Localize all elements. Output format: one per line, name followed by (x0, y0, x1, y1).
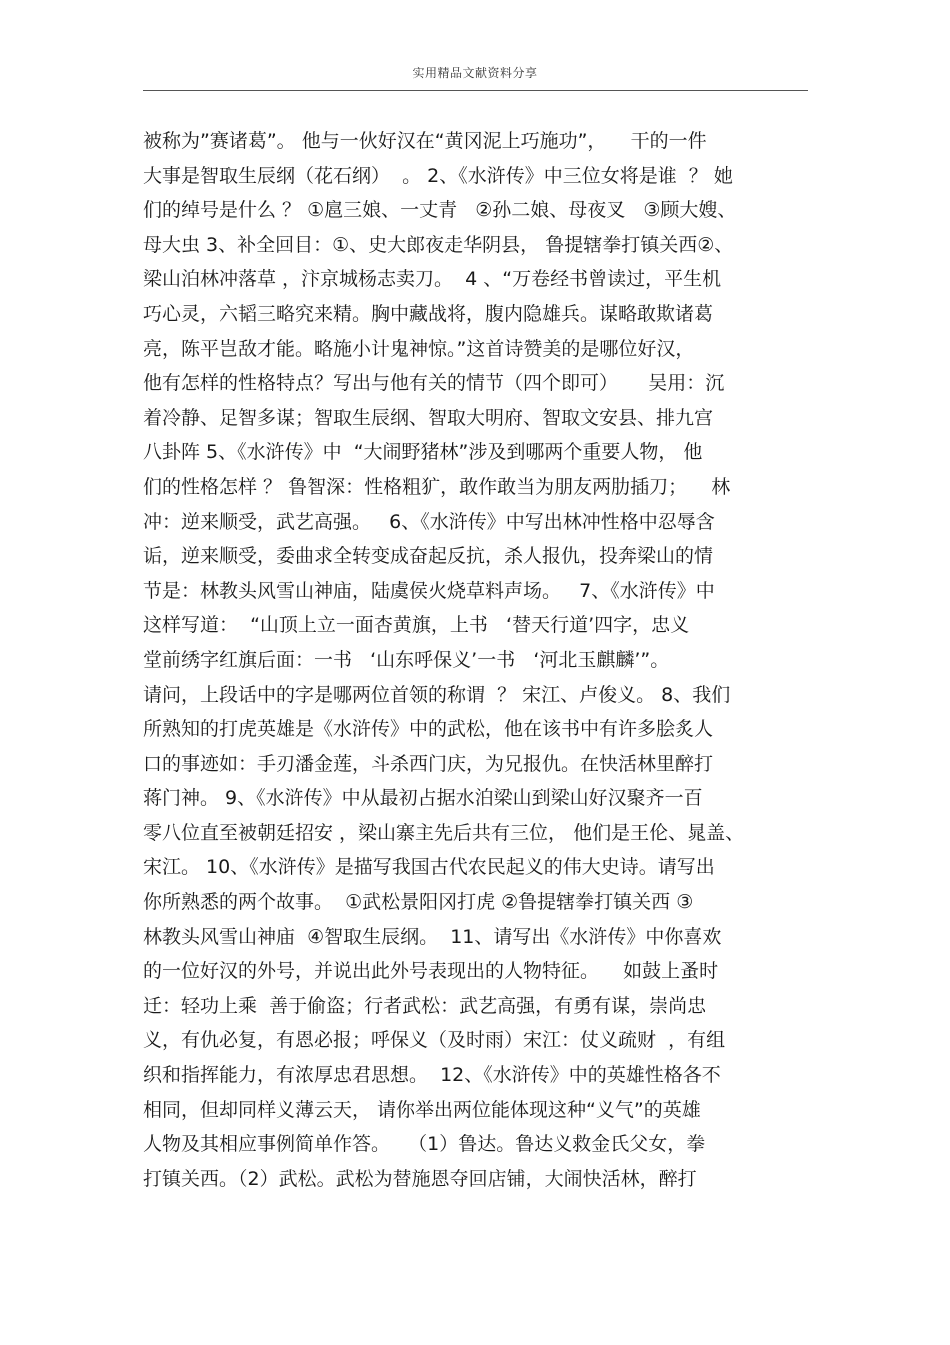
header-divider (143, 90, 808, 91)
text-line: 零八位直至被朝廷招安 ，梁山寨主先后共有三位， 他们是王伦、晁盖、 (143, 821, 745, 844)
text-line: 人物及其相应事例简单作答。 （1）鲁达。鲁达义救金氏父女，拳 (143, 1133, 706, 1156)
text-line: 口的事迹如：手刃潘金莲，斗杀西门庆，为兄报仇。在快活林里醉打 (143, 752, 714, 775)
text-line: 林教头风雪山神庙 ④智取生辰纲。 11、请写出《水浒传》中你喜欢 (143, 925, 722, 948)
text-line: 堂前绣字红旗后面：一书 ‘山东呼保义’一书 ‘河北玉麒麟’”。 (143, 648, 670, 671)
page-header: 实用精品文献资料分享 (412, 66, 538, 80)
text-line: 宋江。 10、《水浒传》是描写我国古代农民起义的伟大史诗。请写出 (143, 856, 715, 879)
text-line: 你所熟悉的两个故事。 ①武松景阳冈打虎 ②鲁提辖拳打镇关西 ③ (143, 891, 694, 914)
text-line: 着冷静、足智多谋；智取生辰纲、智取大明府、智取文安县、排九宫 (143, 406, 714, 429)
text-line: 冲：逆来顺受，武艺高强。 6、《水浒传》中写出林冲性格中忍辱含 (143, 510, 715, 533)
document-body (143, 124, 813, 1196)
text-line: 这样写道： “山顶上立一面杏黄旗，上书 ‘替天行道’四字，忠义 (143, 614, 690, 637)
text-line: 诟，逆来顺受，委曲求全转变成奋起反抗，杀人报仇，投奔梁山的情 (143, 545, 714, 568)
text-line: 相同，但却同样义薄云天， 请你举出两位能体现这种“义气”的英雄 (143, 1098, 701, 1121)
text-line: 的一位好汉的外号，并说出此外号表现出的人物特征。 如鼓上蚤时 (143, 960, 719, 983)
text-line: 蒋门神。 9、《水浒传》中从最初占据水泊梁山到梁山好汉聚齐一百 (143, 787, 703, 810)
text-line: 迁：轻功上乘 善于偷盗；行者武松：武艺高强，有勇有谋，崇尚忠 (143, 994, 707, 1017)
text-line: 梁山泊林冲落草 ，汴京城杨志卖刀。 4 、“万卷经书曾读过，平生机 (143, 268, 722, 291)
text-line: 八卦阵 5、《水浒传》中 “大闹野猪林”涉及到哪两个重要人物， 他 (143, 441, 703, 464)
text-line: 所熟知的打虎英雄是《水浒传》中的武松，他在该书中有许多脍炙人 (143, 718, 714, 741)
text-line: 节是：林教头风雪山神庙，陆虞侯火烧草料声场。 7、《水浒传》中 (143, 579, 715, 602)
text-line: 亮，陈平岂敌才能。略施小计鬼神惊。”这首诗赞美的是哪位好汉， (143, 337, 695, 360)
text-line: 义，有仇必复，有恩必报；呼保义（及时雨）宋江：仗义疏财 ，有组 (143, 1029, 726, 1052)
text-line: 打镇关西。（2）武松。武松为替施恩夺回店铺，大闹快活林，醉打 (143, 1167, 697, 1190)
text-line: 被称为”赛诸葛”。 他与一伙好汉在“黄冈泥上巧施功”， 干的一件 (143, 130, 707, 152)
text-line: 大事是智取生辰纲（花石纲） 。 2、《水浒传》中三位女将是谁 ？ 她 (143, 164, 733, 187)
text-line: 们的绰号是什么 ？ ①扈三娘、一丈青 ②孙二娘、母夜叉 ③顾大嫂、 (143, 199, 737, 222)
text-line: 们的性格怎样 ？ 鲁智深：性格粗犷，敢作敢当为朋友两肋插刀； 林 (143, 475, 731, 498)
text-line: 他有怎样的性格特点？写出与他有关的情节（四个即可） 吴用：沉 (143, 372, 725, 395)
text-line: 请问，上段话中的字是哪两位首领的称谓 ？ 宋江、卢俊义。 8、我们 (143, 683, 731, 706)
text-line: 织和指挥能力，有浓厚忠君思想。 12、《水浒传》中的英雄性格各不 (143, 1064, 721, 1087)
text-line: 巧心灵，六韬三略究来精。胸中藏战将，腹内隐雄兵。谋略敢欺诸葛 (143, 302, 714, 325)
text-line: 母大虫 3、补全回目：①、史大郎夜走华阴县， 鲁提辖拳打镇关西②、 (143, 233, 734, 256)
